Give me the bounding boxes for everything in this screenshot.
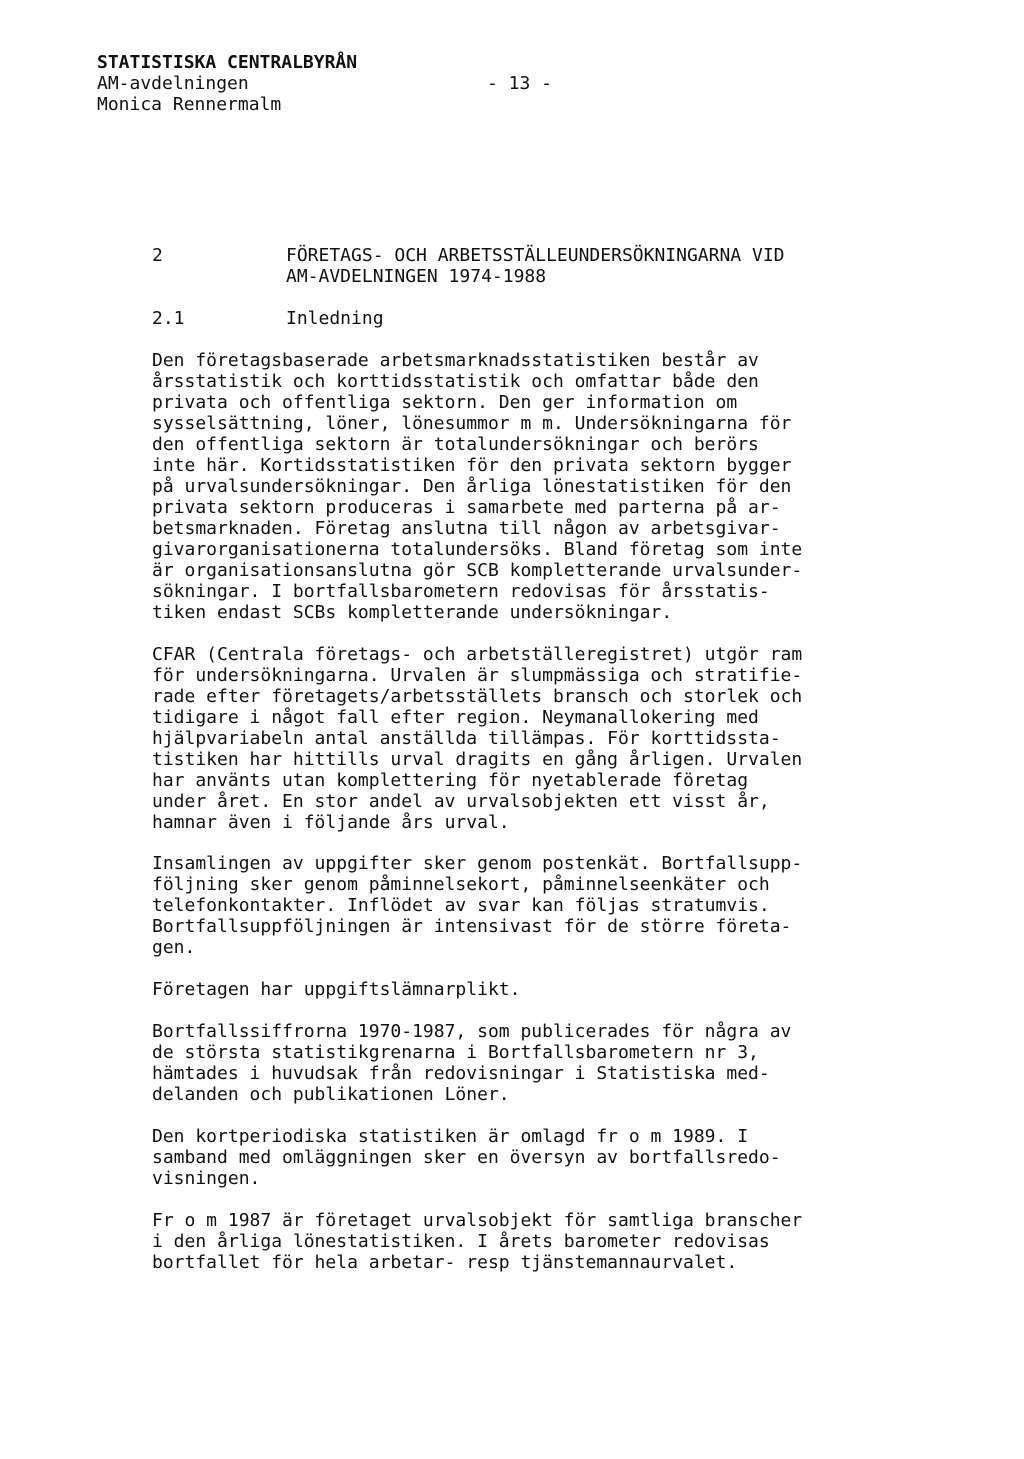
text-line: i den årliga lönestatistiken. I årets barometer redovisas	[152, 1231, 770, 1252]
text-line: Fr o m 1987 är företaget urvalsobjekt för samtliga branscher	[152, 1210, 803, 1231]
text-line: Bortfallssiffrorna 1970-1987, som publicerades för några av	[152, 1021, 792, 1042]
text-line: telefonkontakter. Inflödet av svar kan följas stratumvis.	[152, 895, 770, 916]
text-line: tistiken har hittills urval dragits en gång årligen. Urvalen	[152, 749, 803, 770]
text-line: betsmarknaden. Företag anslutna till någon av arbetsgivar-	[152, 518, 781, 539]
header-author: Monica Rennermalm	[97, 94, 282, 115]
section-2-1-title-text: Inledning	[286, 308, 384, 329]
paragraph	[152, 1021, 912, 1105]
paragraph-5	[152, 1021, 912, 1105]
page-number: - 13 -	[487, 73, 553, 94]
text-line: bortfallet för hela arbetar- resp tjänstemannaurvalet.	[152, 1252, 738, 1273]
paragraph	[152, 350, 912, 623]
text-line: årsstatistik och korttidsstatistik och omfattar både den	[152, 371, 759, 392]
document-header	[97, 52, 357, 115]
text-line: privata sektorn produceras i samarbete med parterna på ar-	[152, 497, 781, 518]
text-line: på urvalsundersökningar. Den årliga lönestatistiken för den	[152, 476, 792, 497]
paragraph	[152, 644, 912, 833]
section-2-1-title	[286, 308, 906, 329]
text-line: hämtades i huvudsak från redovisningar i Statistiska med-	[152, 1063, 770, 1084]
text-line: hamnar även i följande års urval.	[152, 812, 510, 833]
text-line: Bortfallsuppföljningen är intensivast för de större företa-	[152, 916, 792, 937]
text-line: delanden och publikationen Löner.	[152, 1084, 510, 1105]
paragraph-6	[152, 1126, 912, 1189]
header-org: STATISTISKA CENTRALBYRÅN	[97, 52, 358, 73]
text-line: CFAR (Centrala företags- och arbetställeregistret) utgör ram	[152, 644, 803, 665]
text-line: Den kortperiodiska statistiken är omlagd fr o m 1989. I	[152, 1126, 749, 1147]
text-line: Företagen har uppgiftslämnarplikt.	[152, 979, 521, 1000]
paragraph	[152, 1210, 912, 1273]
text-line: rade efter företagets/arbetsställets bransch och storlek och	[152, 686, 803, 707]
text-line: för undersökningarna. Urvalen är slumpmässiga och stratifie-	[152, 665, 803, 686]
paragraph-7	[152, 1210, 912, 1273]
paragraph-1	[152, 350, 912, 623]
section-2-1-number: 2.1	[152, 308, 185, 329]
text-line: under året. En stor andel av urvalsobjekten ett visst år,	[152, 791, 770, 812]
text-line: inte här. Kortidsstatistiken för den privata sektorn bygger	[152, 455, 792, 476]
text-line: tidigare i något fall efter region. Neymanallokering med	[152, 707, 759, 728]
section-2-title-line1: FÖRETAGS- OCH ARBETSSTÄLLEUNDERSÖKNINGARNA VID	[286, 245, 785, 266]
text-line: sökningar. I bortfallsbarometern redovisas för årsstatis-	[152, 581, 770, 602]
text-line: visningen.	[152, 1168, 261, 1189]
text-line: Den företagsbaserade arbetsmarknadsstatistiken består av	[152, 350, 759, 371]
text-line: den offentliga sektorn är totalundersökningar och berörs	[152, 434, 759, 455]
section-2-number: 2	[152, 245, 163, 266]
text-line: hjälpvariabeln antal anställda tillämpas. För korttidssta-	[152, 728, 781, 749]
text-line: följning sker genom påminnelsekort, påminnelseenkäter och	[152, 874, 770, 895]
section-2-title	[286, 245, 906, 287]
text-line: har använts utan komplettering för nyetablerade företag	[152, 770, 749, 791]
section-2-title-line2: AM-AVDELNINGEN 1974-1988	[286, 266, 547, 287]
text-line: sysselsättning, löner, lönesummor m m. Undersökningarna för	[152, 413, 792, 434]
paragraph-4	[152, 979, 912, 1000]
paragraph-2	[152, 644, 912, 833]
text-line: Insamlingen av uppgifter sker genom postenkät. Bortfallsupp-	[152, 853, 803, 874]
text-line: givarorganisationerna totalundersöks. Bland företag som inte	[152, 539, 803, 560]
text-line: tiken endast SCBs kompletterande undersökningar.	[152, 602, 673, 623]
text-line: de största statistikgrenarna i Bortfallsbarometern nr 3,	[152, 1042, 759, 1063]
text-line: privata och offentliga sektorn. Den ger information om	[152, 392, 738, 413]
header-dept: AM-avdelningen	[97, 73, 249, 94]
paragraph	[152, 853, 912, 958]
text-line: är organisationsanslutna gör SCB kompletterande urvalsunder-	[152, 560, 803, 581]
text-line: gen.	[152, 937, 196, 958]
paragraph-3	[152, 853, 912, 958]
paragraph	[152, 1126, 912, 1189]
paragraph	[152, 979, 912, 1000]
text-line: samband med omläggningen sker en översyn av bortfallsredo-	[152, 1147, 781, 1168]
